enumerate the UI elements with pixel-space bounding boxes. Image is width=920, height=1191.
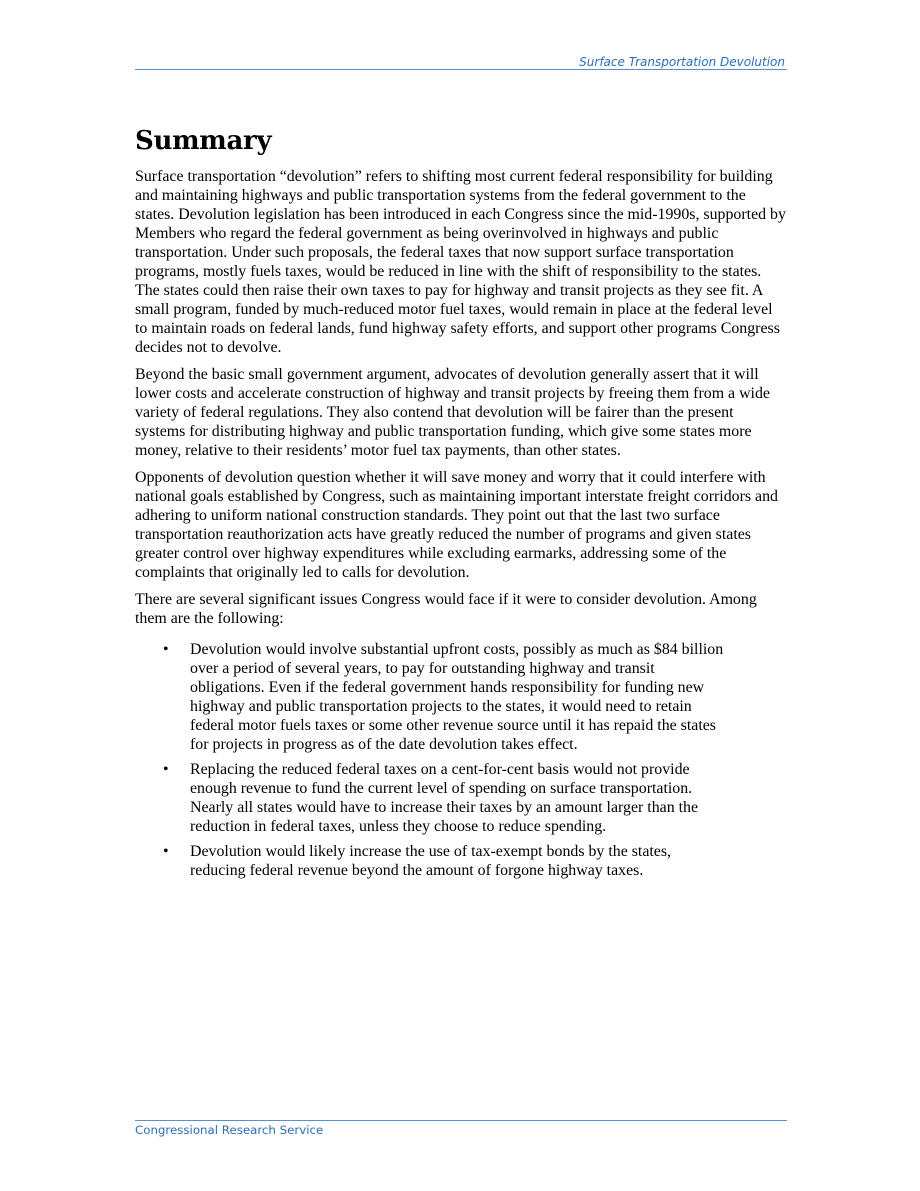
- list-item: [163, 842, 730, 880]
- list-item-text: Devolution would likely increase the use of tax-exempt bonds by the states, reducing federal revenue beyond the amount of forgone highway taxes.: [190, 843, 672, 879]
- paragraph-definition: Surface transportation “devolution” refers to shifting most current federal responsibility for building and maintaining highways and public transportation systems from the federal government to the states. Devolution legislation has been introduced in each Congress since the mid-1990s, supported by Members who regard the federal government as being overinvolved in highways and public transportation. Under such proposals, the federal taxes that now support surface transportation programs, mostly fuels taxes, would be reduced in line with the shift of responsibility to the states. The states could then raise their own taxes to pay for highway and transit projects as they see fit. A small program, funded by much-reduced motor fuel taxes, would remain in place at the federal level to maintain roads on federal lands, fund highway safety efforts, and support other programs Congress decides not to devolve.: [135, 168, 786, 356]
- paragraph-advocates: Beyond the basic small government argument, advocates of devolution generally assert that it will lower costs and accelerate construction of highway and transit projects by freeing them from a wide variety of federal regulations. They also contend that devolution will be fairer than the present systems for distributing highway and public transportation funding, which give some states more money, relative to their residents’ motor fuel tax payments, than other states.: [135, 366, 770, 459]
- main-content: [135, 124, 787, 886]
- list-item: [163, 760, 730, 836]
- bullet-icon: •: [163, 843, 169, 860]
- footer-divider: [135, 1120, 787, 1121]
- list-item-text: Replacing the reduced federal taxes on a cent-for-cent basis would not provide enough revenue to fund the current level of spending on surface transportation. Nearly all states would have to increase their taxes by an amount larger than the reduction in federal taxes, unless they choose to reduce spending.: [190, 761, 699, 835]
- footer-organization: Congressional Research Service: [135, 1123, 324, 1137]
- bullet-icon: •: [163, 761, 169, 778]
- running-header-title: Surface Transportation Devolution: [579, 55, 785, 69]
- page-title: Summary: [135, 126, 272, 156]
- issues-bullet-list: [135, 640, 730, 880]
- paragraph-opponents: Opponents of devolution question whether it will save money and worry that it could interfere with national goals established by Congress, such as maintaining important interstate freight corridors and adhering to uniform national construction standards. They point out that the last two surface transportation reauthorization acts have greatly reduced the number of programs and given states greater control over highway expenditures while excluding earmarks, addressing some of the complaints that originally led to calls for devolution.: [135, 469, 778, 581]
- bullet-icon: •: [163, 641, 169, 658]
- header-divider: [135, 69, 787, 70]
- list-item-text: Devolution would involve substantial upfront costs, possibly as much as $84 billion over a period of several years, to pay for outstanding highway and transit obligations. Even if the federal government hands responsibility for funding new highway and public transportation projects to the states, it would need to retain federal motor fuels taxes or some other revenue source until it has repaid the states for projects in progress as of the date devolution takes effect.: [190, 641, 724, 753]
- list-item: [163, 640, 730, 754]
- paragraph-issues-intro: There are several significant issues Congress would face if it were to consider devolution. Among them are the following:: [135, 591, 757, 627]
